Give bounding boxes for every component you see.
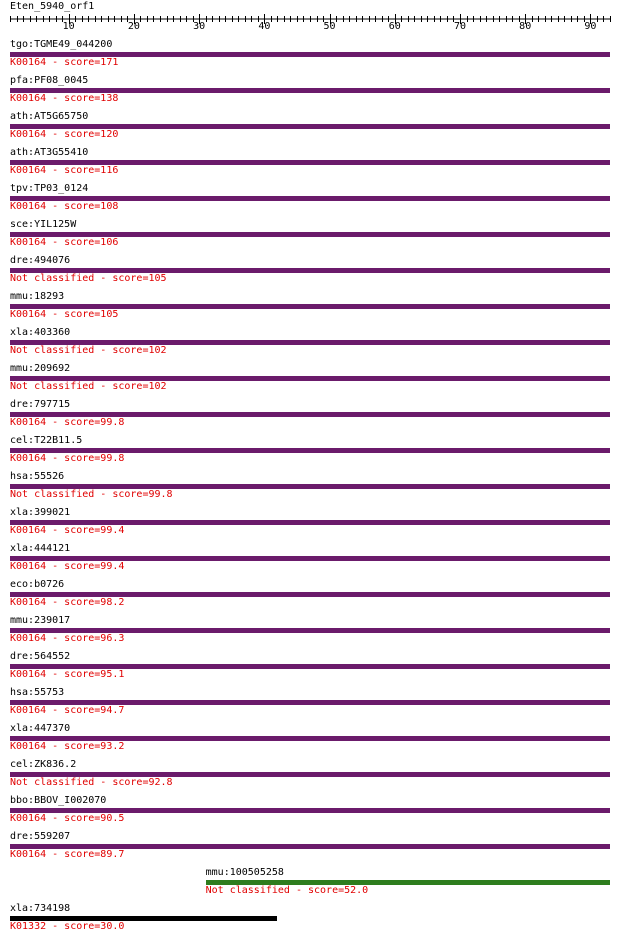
hit-name[interactable]: mmu:100505258 [205, 867, 284, 878]
hit-score-label[interactable]: K00164 - score=96.3 [10, 633, 125, 644]
hit-score-label[interactable]: K00164 - score=99.4 [10, 525, 125, 536]
hit-name[interactable]: xla:734198 [10, 903, 71, 914]
hit-score-label[interactable]: Not classified - score=52.0 [205, 885, 369, 896]
hit-name[interactable]: mmu:239017 [10, 615, 71, 626]
hit-score-label[interactable]: Not classified - score=102 [10, 345, 167, 356]
ruler-tick-label: 80 [519, 21, 532, 32]
hit-score-label[interactable]: K00164 - score=105 [10, 309, 119, 320]
hit-name[interactable]: ath:AT3G55410 [10, 147, 89, 158]
query-title: Eten_5940_orf1 [10, 1, 95, 12]
ruler-tick-label: 20 [127, 21, 140, 32]
hit-score-label[interactable]: K00164 - score=99.4 [10, 561, 125, 572]
hit-score-label[interactable]: K00164 - score=99.8 [10, 417, 125, 428]
hit-name[interactable]: cel:T22B11.5 [10, 435, 83, 446]
hit-score-label[interactable]: K00164 - score=94.7 [10, 705, 125, 716]
hit-score-label[interactable]: Not classified - score=99.8 [10, 489, 173, 500]
hit-name[interactable]: cel:ZK836.2 [10, 759, 77, 770]
hit-name[interactable]: xla:444121 [10, 543, 71, 554]
hit-name[interactable]: ath:AT5G65750 [10, 111, 89, 122]
hit-score-label[interactable]: K00164 - score=99.8 [10, 453, 125, 464]
hit-name[interactable]: xla:403360 [10, 327, 71, 338]
hit-name[interactable]: hsa:55753 [10, 687, 65, 698]
ruler-tick-label: 10 [62, 21, 75, 32]
hit-name[interactable]: eco:b0726 [10, 579, 65, 590]
ruler-tick-label: 40 [258, 21, 271, 32]
hit-name[interactable]: hsa:55526 [10, 471, 65, 482]
hit-score-label[interactable]: K00164 - score=95.1 [10, 669, 125, 680]
hit-name[interactable]: tpv:TP03_0124 [10, 183, 89, 194]
hit-name[interactable]: xla:447370 [10, 723, 71, 734]
hit-score-label[interactable]: K00164 - score=138 [10, 93, 119, 104]
ruler-tick-label: 30 [193, 21, 206, 32]
hit-score-label[interactable]: K00164 - score=116 [10, 165, 119, 176]
ruler-tick-label: 60 [388, 21, 401, 32]
hit-score-label[interactable]: K00164 - score=120 [10, 129, 119, 140]
hit-score-label[interactable]: K00164 - score=89.7 [10, 849, 125, 860]
hit-name[interactable]: bbo:BBOV_I002070 [10, 795, 107, 806]
hit-score-label[interactable]: Not classified - score=92.8 [10, 777, 173, 788]
hit-score-label[interactable]: K00164 - score=93.2 [10, 741, 125, 752]
hit-name[interactable]: pfa:PF08_0045 [10, 75, 89, 86]
hit-name[interactable]: tgo:TGME49_044200 [10, 39, 113, 50]
ruler-tick-label: 70 [453, 21, 467, 32]
hit-name[interactable]: dre:797715 [10, 399, 71, 410]
hit-name[interactable]: dre:559207 [10, 831, 71, 842]
hit-score-label[interactable]: K00164 - score=90.5 [10, 813, 125, 824]
hit-name[interactable]: sce:YIL125W [10, 219, 77, 230]
hit-name[interactable]: xla:399021 [10, 507, 71, 518]
hit-score-label[interactable]: K00164 - score=98.2 [10, 597, 125, 608]
hit-score-label[interactable]: Not classified - score=105 [10, 273, 167, 284]
hit-name[interactable]: mmu:18293 [10, 291, 65, 302]
hit-score-label[interactable]: K00164 - score=108 [10, 201, 119, 212]
hit-name[interactable]: dre:494076 [10, 255, 71, 266]
hit-score-label[interactable]: Not classified - score=102 [10, 381, 167, 392]
hit-score-label[interactable]: K00164 - score=171 [10, 57, 119, 68]
hit-score-label[interactable]: K01332 - score=30.0 [10, 921, 125, 932]
ruler-tick-label: 50 [323, 21, 336, 32]
hit-name[interactable]: dre:564552 [10, 651, 71, 662]
hit-score-label[interactable]: K00164 - score=106 [10, 237, 119, 248]
ruler-tick-label: 90 [584, 21, 597, 32]
hit-name[interactable]: mmu:209692 [10, 363, 71, 374]
